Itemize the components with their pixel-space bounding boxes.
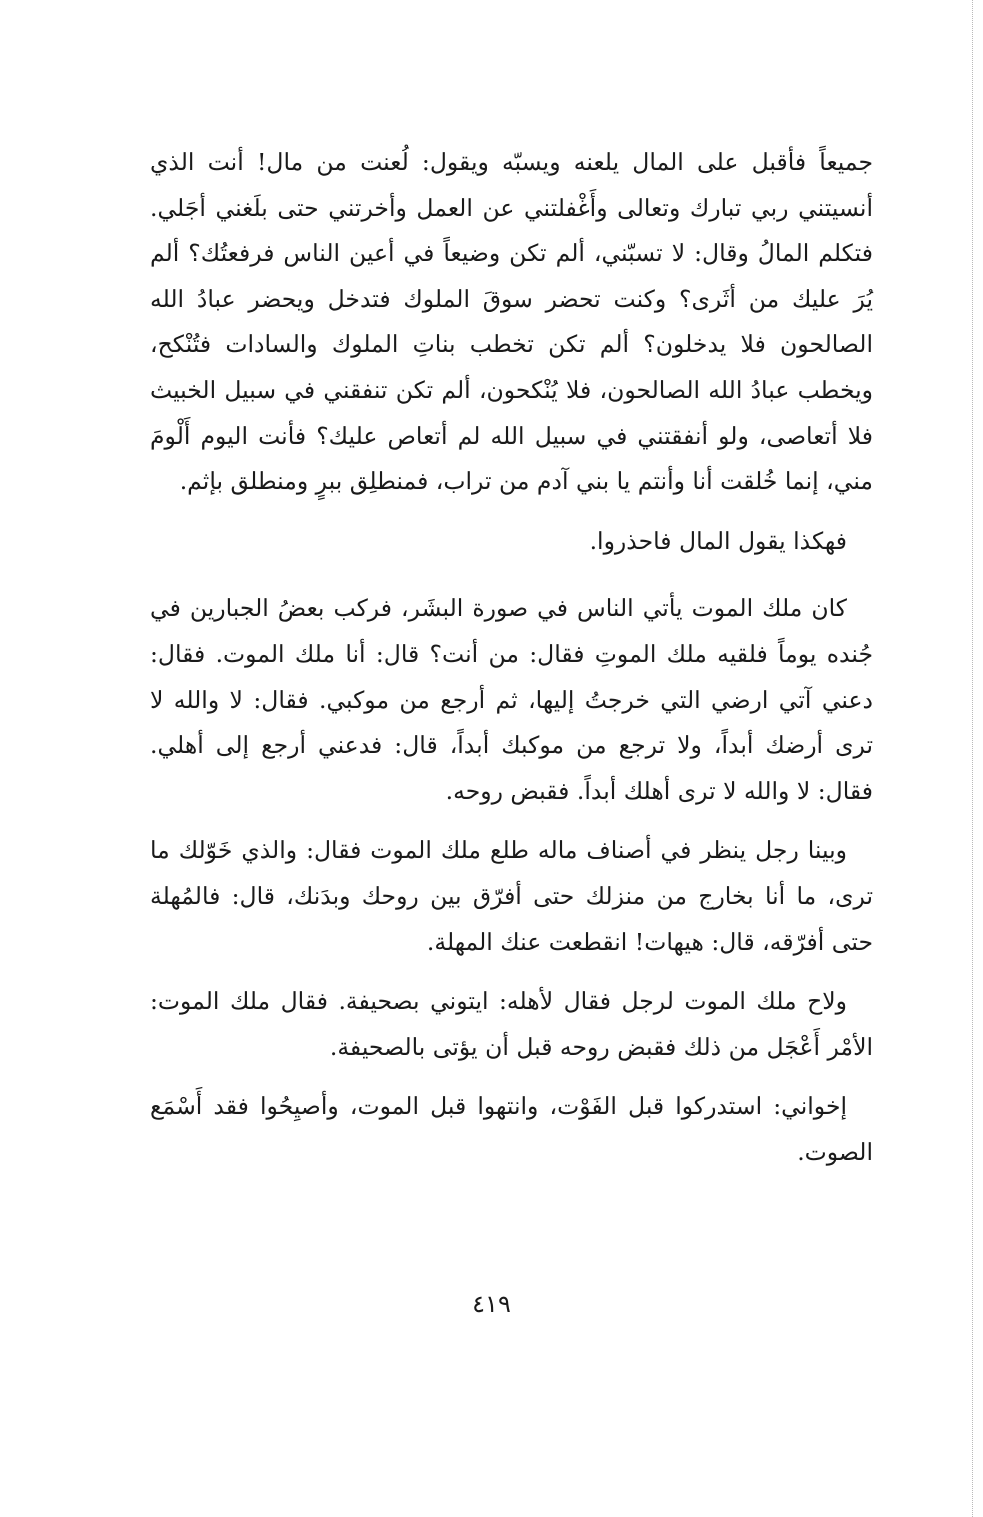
paragraph-brothers-exhortation: إخواني: استدركوا قبل الفَوْت، وانتهوا قبل الموت، وأصيِحُوا فقد أَسْمَع الصوت. — [150, 1092, 873, 1166]
paragraph-scroll-request: ولاح ملك الموت لرجل فقال لأهله: ايتوني بصحيفة. فقال ملك الموت: الأمْر أَعْجَل من ذلك فقبض روحه قبل أن يؤتى بالصحيفة. — [150, 987, 873, 1061]
body-text — [150, 140, 873, 1175]
paragraph-angel-of-death-tyrant: كان ملك الموت يأتي الناس في صورة البشَر، فركب بعضُ الجبارين في جُنده يوماً فلقيه ملك الموتِ فقال: من أنت؟ قال: أنا ملك الموت. فقال: دعني آتي ارضي التي خرجتُ إليها، ثم أرجع من موكبي. فقال: لا والله لا ترى أرضك أبداً، ولا ترجع من موكبك أبداً، قال: فدعني أرجع إلى أهلي. فقال: لا والله لا ترى أهلك أبداً. فقبض روحه. — [150, 594, 873, 805]
paragraph-man-and-wealth: وبينا رجل ينظر في أصناف ماله طلع ملك الموت فقال: والذي خَوّلك ما ترى، ما أنا بخارج من منزلك حتى أفرّق بين روحك وبدَنك، قال: فالمُهلة حتى أفرّقه، قال: هيهات! انقطعت عنك المهلة. — [150, 836, 873, 956]
paragraph-beware: فهكذا يقول المال فاحذروا. — [589, 526, 847, 555]
page-number: ٤١٩ — [472, 1290, 511, 1318]
paragraph-money-speaks: جميعاً فأقبل على المال يلعنه ويسبّه ويقول: لُعنت من مال! أنت الذي أنسيتني ربي تبارك وتعالى وأَغْفلتني عن العمل وأخرتني حتى بلَغني أجَلي. فتكلم المالُ وقال: لا تسبّني، ألم تكن وضيعاً في أعين الناس فرفعتُك؟ ألم يُرَ عليك من أثَرى؟ وكنت تحضر سوقَ الملوك فتدخل ويحضر عبادُ الله الصالحون فلا يدخلون؟ ألم تكن تخطب بناتِ الملوك والسادات فتُنْكح، ويخطب عبادُ الله الصالحون، فلا يُنْكحون، ألم تكن تنفقني في سبيل الخبيث فلا أتعاصى، ولو أنفقتني في سبيل الله لم أتعاص عليك؟ فأنت اليوم أَلْومَ مني، إنما خُلقت أنا وأنتم يا بني آدم من تراب، فمنطلِق ببرٍ ومنطلق بإثم. — [150, 148, 873, 496]
